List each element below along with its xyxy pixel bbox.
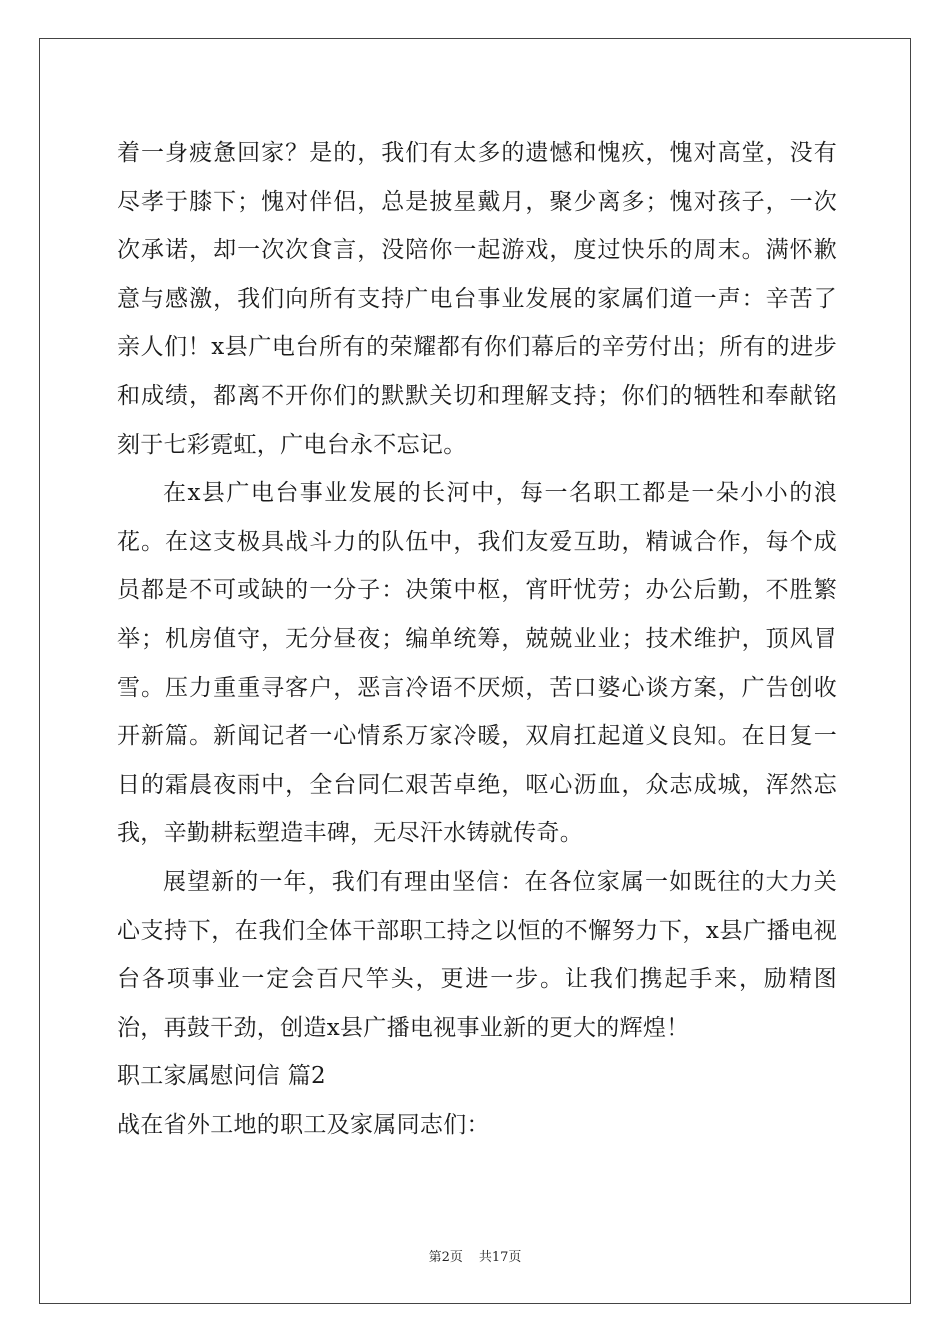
section-heading: 职工家属慰问信 篇2 — [117, 1063, 326, 1090]
page-total: 共17页 — [478, 1250, 522, 1265]
paragraph-1: 着一身疲惫回家？是的，我们有太多的遗憾和愧疚，愧对高堂，没有尽孝于膝下；愧对伴侣，总是披星戴月，聚少离多；愧对孩子，一次次承诺，却一次次食言，没陪你一起游戏，度过快乐的周末。满怀歉意与感激，我们向所有支持广电台事业发展的家属们道一声：辛苦了亲人们！x县广电台所有的荣耀都有你们幕后的辛劳付出；所有的进步和成绩，都离不开你们的默默关切和理解支持；你们的牺牲和奉献铭刻于七彩霓虹，广电台永不忘记。 — [117, 140, 837, 458]
paragraph-3: 展望新的一年，我们有理由坚信：在各位家属一如既往的大力关心支持下，在我们全体干部职工持之以恒的不懈努力下，x县广播电视台各项事业一定会百尺竿头，更进一步。让我们携起手来，励精图治，再鼓干劲，创造x县广播电视事业新的更大的辉煌！ — [117, 868, 837, 1041]
document-body — [117, 129, 837, 1149]
page-footer — [0, 1246, 950, 1265]
paragraph-2: 在x县广电台事业发展的长河中，每一名职工都是一朵小小的浪花。在这支极具战斗力的队伍中，我们友爱互助，精诚合作，每个成员都是不可或缺的一分子：决策中枢，宵旰忧劳；办公后勤，不胜繁举；机房值守，无分昼夜；编单统筹，兢兢业业；技术维护，顶风冒雪。压力重重寻客户，恶言冷语不厌烦，苦口婆心谈方案，广告创收开新篇。新闻记者一心情系万家冷暖，双肩扛起道义良知。在日复一日的霜晨夜雨中，全台同仁艰苦卓绝，呕心沥血，众志成城，浑然忘我，辛勤耕耘塑造丰碑，无尽汗水铸就传奇。 — [117, 480, 837, 847]
salutation: 战在省外工地的职工及家属同志们： — [117, 1111, 490, 1138]
page-number: 第2页 — [428, 1250, 463, 1265]
